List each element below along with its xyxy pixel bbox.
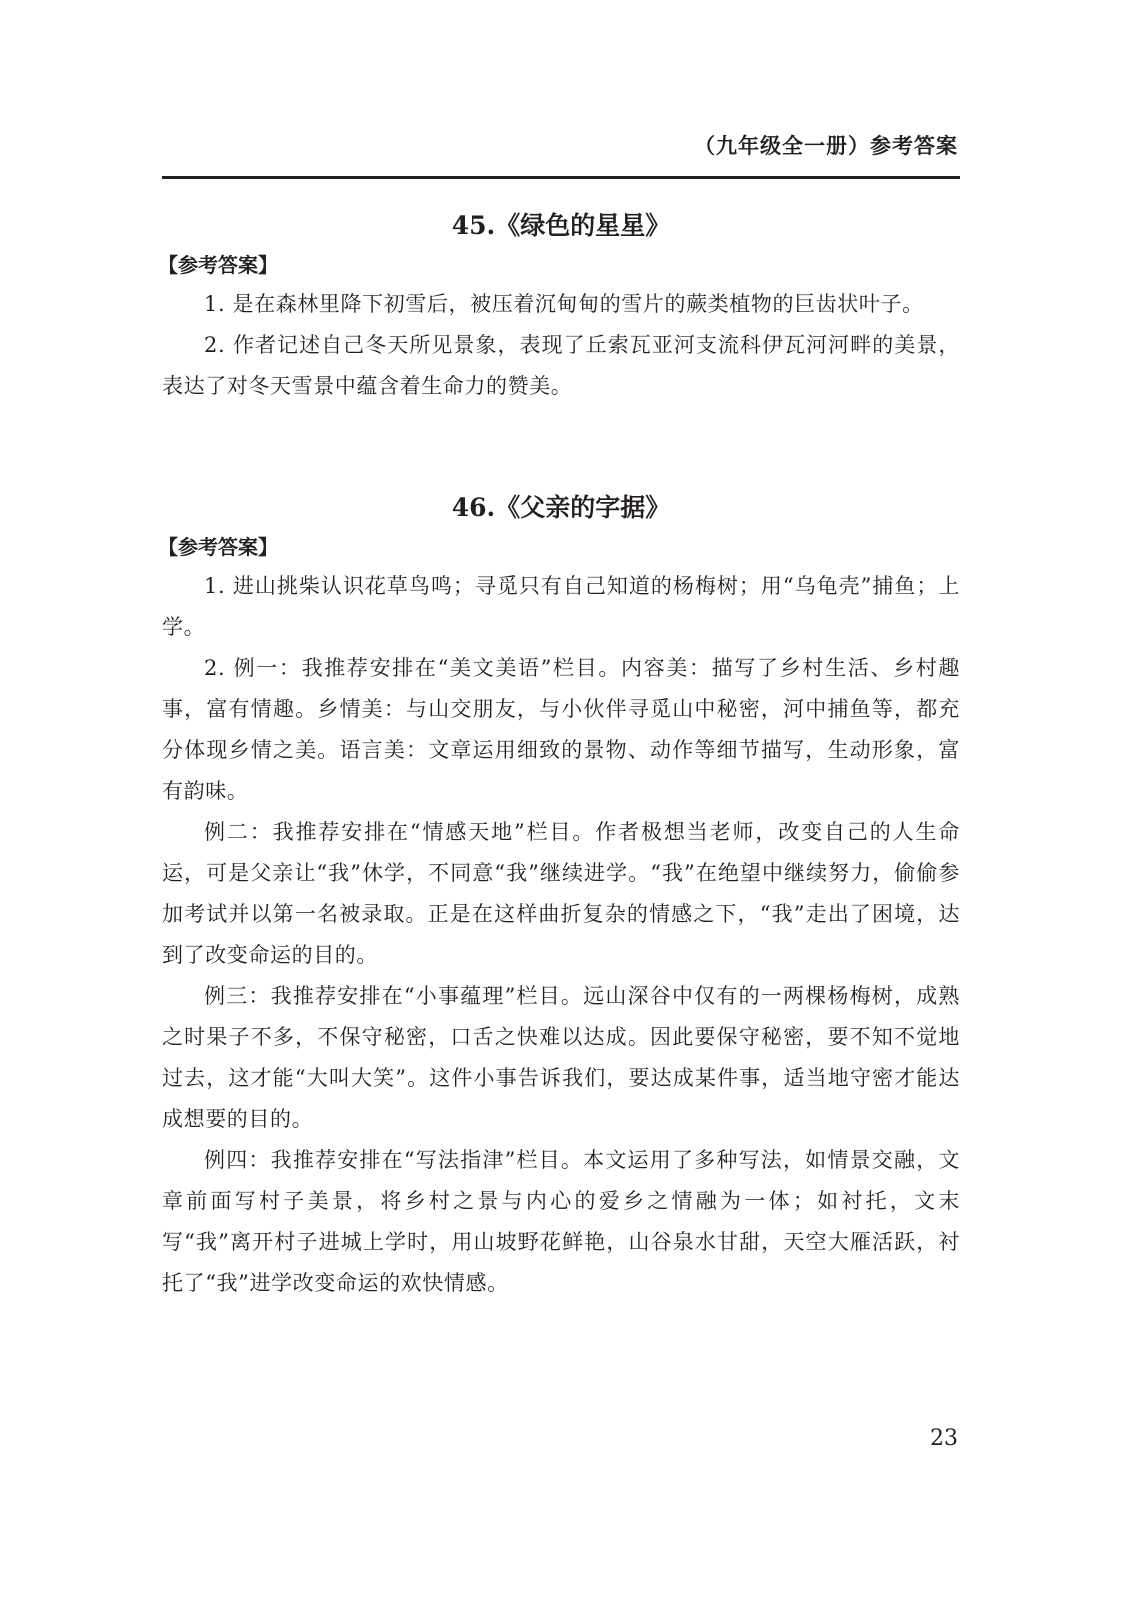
page-number: 23: [930, 1426, 958, 1451]
answer-label: 【参考答案】: [158, 535, 278, 559]
running-header: （九年级全一册）参考答案: [694, 134, 958, 158]
header-rule: [162, 176, 960, 179]
answer-paragraph: 2. 例一：我推荐安排在“美文美语”栏目。内容美：描写了乡村生活、乡村趣事，富有情趣。乡情美：与山交朋友，与小伙伴寻觅山中秘密，河中捕鱼等，都充分体现乡情之美。语言美：文章运用细致的景物、动作等细节描写，生动形象，富有韵味。: [162, 656, 960, 803]
section-46: [158, 488, 960, 1304]
answer-paragraph: 例二：我推荐安排在“情感天地”栏目。作者极想当老师，改变自己的人生命运，可是父亲让“我”休学，不同意“我”继续进学。“我”在绝望中继续努力，偷偷参加考试并以第一名被录取。正是在这样曲折复杂的情感之下，“我”走出了困境，达到了改变命运的目的。: [162, 820, 960, 967]
section-45: [158, 206, 960, 407]
answer-paragraph: 例四：我推荐安排在“写法指津”栏目。本文运用了多种写法，如情景交融，文章前面写村子美景，将乡村之景与内心的爱乡之情融为一体；如衬托，文末写“我”离开村子进城上学时，用山坡野花鲜艳，山谷泉水甘甜，天空大雁活跃，衬托了“我”进学改变命运的欢快情感。: [162, 1148, 960, 1295]
answer-paragraph: 例三：我推荐安排在“小事蕴理”栏目。远山深谷中仅有的一两棵杨梅树，成熟之时果子不多，不保守秘密，口舌之快难以达成。因此要保守秘密，要不知不觉地过去，这才能“大叫大笑”。这件小事告诉我们，要达成某件事，适当地守密才能达成想要的目的。: [162, 984, 960, 1131]
section-title: 46.《父亲的字据》: [451, 493, 671, 522]
answer-label: 【参考答案】: [158, 253, 278, 277]
answer-paragraph: 2. 作者记述自己冬天所见景象，表现了丘索瓦亚河支流科伊瓦河河畔的美景，表达了对冬天雪景中蕴含着生命力的赞美。: [162, 333, 960, 398]
section-title: 45.《绿色的星星》: [451, 211, 671, 240]
answer-paragraph: 1. 进山挑柴认识花草鸟鸣；寻觅只有自己知道的杨梅树；用“乌龟壳”捕鱼；上学。: [162, 574, 960, 639]
answer-paragraph: 1. 是在森林里降下初雪后，被压着沉甸甸的雪片的蕨类植物的巨齿状叶子。: [204, 292, 924, 316]
